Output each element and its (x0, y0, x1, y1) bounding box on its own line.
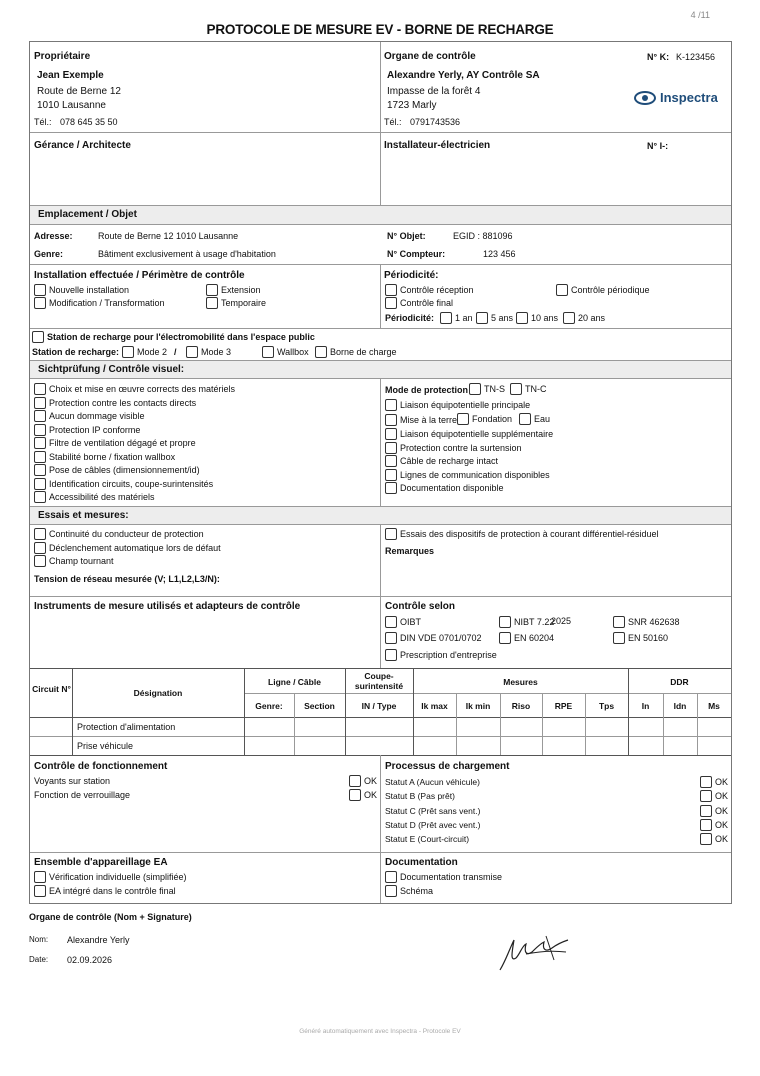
earthing-checkbox[interactable] (385, 414, 457, 426)
owner-city: 1010 Lausanne (37, 100, 106, 111)
snr-checkbox[interactable] (613, 616, 680, 628)
control-per-heading: Contrôle selon (385, 601, 456, 612)
visual-right-label: Documentation disponible (400, 483, 504, 493)
handwritten-signature (496, 930, 572, 974)
col-in-type: IN / Type (361, 701, 397, 711)
footer-note: Généré automatiquement avec Inspectra - Protocole EV (299, 1028, 461, 1035)
address-value: Route de Berne 12 1010 Lausanne (98, 231, 239, 241)
charging-status-item: Statut A (Aucun véhicule) (385, 777, 480, 787)
installation-heading: Installation effectuée / Périmètre de contrôle (34, 270, 245, 281)
period-10-checkbox[interactable] (516, 312, 558, 324)
company-prescription-label: Prescription d'entreprise (400, 650, 497, 660)
owner-heading: Propriétaire (34, 51, 91, 62)
station-label: Station de recharge: (32, 347, 120, 357)
charging-status-item: Statut D (Prêt avec vent.) (385, 819, 481, 830)
nk-label: N° K: (647, 52, 670, 62)
visual-check-5-checkbox[interactable] (34, 451, 175, 463)
wallbox-checkbox[interactable] (262, 346, 309, 358)
col-designation: Désignation (133, 688, 183, 698)
col-tps: Tps (598, 701, 615, 711)
periodic-control-label: Contrôle périodique (571, 285, 650, 295)
charging-status-item: Statut C (Prêt sans vent.) (385, 805, 481, 816)
visual-right-4-checkbox[interactable] (385, 482, 504, 494)
en50160-label: EN 50160 (628, 633, 669, 643)
charging-ok-3-checkbox[interactable] (700, 819, 728, 831)
visual-check-label: Pose de câbles (dimensionnement/id) (49, 465, 200, 475)
col-genre: Genre: (255, 701, 283, 711)
col-idn: Idn (673, 701, 687, 711)
test-2-checkbox[interactable] (34, 555, 114, 567)
foundation-label: Fondation (472, 414, 513, 424)
visual-check-label: Choix et mise en œuvre corrects des matériels (49, 384, 236, 394)
ok-label: OK (364, 776, 378, 786)
period-10-label: 10 ans (531, 313, 559, 323)
visual-check-8-checkbox[interactable] (34, 491, 155, 503)
tns-checkbox[interactable] (469, 383, 505, 395)
charging-ok-4-checkbox[interactable] (700, 833, 728, 845)
public-station-checkbox[interactable] (32, 331, 315, 343)
en60204-checkbox[interactable] (499, 632, 554, 644)
table-row: Prise véhicule (77, 741, 134, 751)
location-heading: Emplacement / Objet (38, 209, 137, 220)
control-org-heading: Organe de contrôle (384, 51, 476, 62)
final-control-checkbox[interactable] (385, 297, 453, 309)
address-label: Adresse: (34, 231, 73, 241)
ok-label: OK (715, 819, 729, 830)
charging-ok-0-checkbox[interactable] (700, 776, 728, 788)
ea-individual-checkbox[interactable] (34, 871, 187, 883)
final-control-label: Contrôle final (400, 298, 454, 308)
nk-value: K-123456 (676, 52, 716, 62)
control-org-name: Alexandre Yerly, AY Contrôle SA (387, 70, 540, 81)
earthing-label: Mise à la terre (400, 415, 458, 425)
water-label: Eau (534, 414, 551, 424)
page-title: PROTOCOLE DE MESURE EV - BORNE DE RECHARGE (206, 22, 554, 37)
function-item: Fonction de verrouillage (34, 790, 131, 800)
function-ok-0-checkbox[interactable] (349, 775, 377, 787)
period-5-label: 5 ans (491, 313, 514, 323)
test-label: Champ tournant (49, 556, 114, 566)
tests-heading: Essais et mesures: (38, 510, 129, 521)
temporary-label: Temporaire (221, 298, 267, 308)
col-in: In (641, 701, 650, 711)
visual-right-0-checkbox[interactable] (385, 428, 553, 440)
visual-check-0-checkbox[interactable] (34, 383, 235, 395)
mode2-label: Mode 2 (137, 347, 168, 357)
periodicity-label: Périodicité: (385, 313, 435, 323)
control-org-tel-label: Tél.: (384, 117, 402, 127)
col-rpe: RPE (554, 701, 573, 711)
col-section: Section (304, 701, 335, 711)
new-installation-checkbox[interactable] (34, 284, 129, 296)
modification-checkbox[interactable] (34, 297, 165, 309)
visual-check-1-checkbox[interactable] (34, 397, 196, 409)
period-20-label: 20 ans (578, 313, 606, 323)
charging-status-item: Statut B (Pas prêt) (385, 791, 455, 802)
schema-label: Schéma (400, 886, 434, 896)
reception-control-checkbox[interactable] (385, 284, 474, 296)
protection-mode-label: Mode de protection (385, 385, 468, 395)
test-1-checkbox[interactable] (34, 542, 221, 554)
charging-heading: Processus de chargement (385, 761, 510, 772)
signature-name: Alexandre Yerly (67, 935, 130, 945)
col-ligne: Ligne / Câble (268, 677, 321, 687)
test-label: Déclenchement automatique lors de défaut (49, 542, 221, 553)
oibt-checkbox[interactable] (385, 616, 421, 628)
installer-heading: Installateur-électricien (384, 140, 491, 151)
visual-check-label: Filtre de ventilation dégagé et propre (49, 438, 196, 448)
voltage-label: Tension de réseau mesurée (V; L1,L2,L3/N): (34, 574, 220, 584)
public-station-label: Station de recharge pour l'électromobilité dans l'espace public (47, 332, 315, 342)
period-1-label: 1 an (455, 313, 473, 323)
owner-street: Route de Berne 12 (37, 86, 121, 97)
periodicity-heading: Périodicité: (384, 270, 439, 281)
signature-date: 02.09.2026 (67, 955, 113, 965)
oibt-label: OIBT (400, 617, 422, 627)
owner-tel: 078 645 35 50 (60, 117, 118, 127)
visual-right-2-checkbox[interactable] (385, 455, 498, 467)
signature-heading: Organe de contrôle (Nom + Signature) (29, 912, 192, 922)
doc-transmitted-checkbox[interactable] (385, 871, 502, 883)
test-label: Continuité du conducteur de protection (49, 529, 204, 539)
signature-date-label: Date: (29, 955, 49, 964)
visual-check-label: Stabilité borne / fixation wallbox (49, 451, 176, 462)
charging-post-label: Borne de charge (330, 347, 397, 357)
col-ikmin: Ik min (465, 701, 491, 711)
ni-label: N° I-: (647, 141, 669, 151)
visual-heading: Sichtprüfung / Contrôle visuel: (38, 364, 185, 375)
signature-name-label: Nom: (29, 935, 49, 944)
rcd-test-label: Essais des dispositifs de protection à courant différentiel-résiduel (400, 529, 659, 539)
nibt-checkbox[interactable] (499, 616, 554, 628)
col-circuit: Circuit N° (32, 684, 71, 694)
control-org-street: Impasse de la forêt 4 (387, 86, 481, 97)
counter-value: 123 456 (483, 249, 516, 259)
owner-name: Jean Exemple (37, 70, 104, 81)
visual-check-label: Protection contre les contacts directs (49, 397, 197, 408)
extension-checkbox[interactable] (206, 284, 261, 296)
new-installation-label: Nouvelle installation (49, 285, 130, 295)
rcd-test-checkbox[interactable] (385, 528, 658, 540)
din-checkbox[interactable] (385, 632, 482, 644)
documentation-heading: Documentation (385, 857, 458, 868)
ea-integrated-label: EA intégré dans le contrôle final (49, 886, 176, 896)
company-prescription-checkbox[interactable] (385, 649, 497, 661)
visual-right-3-checkbox[interactable] (385, 469, 550, 481)
visual-right-label: Liaison équipotentielle supplémentaire (400, 429, 554, 439)
periodic-control-checkbox[interactable] (556, 284, 650, 296)
visual-check-6-checkbox[interactable] (34, 464, 200, 476)
mode3-label: Mode 3 (201, 347, 232, 357)
en60204-label: EN 60204 (514, 633, 555, 643)
object-label: N° Objet: (387, 231, 426, 241)
nibt-label: NIBT 7.22 (514, 617, 555, 627)
visual-check-7-checkbox[interactable] (34, 478, 213, 490)
function-heading: Contrôle de fonctionnement (34, 761, 168, 772)
logo-text: Inspectra (660, 90, 718, 105)
tnc-label: TN-C (525, 384, 547, 394)
col-mesures: Mesures (503, 677, 538, 687)
ok-label: OK (715, 791, 729, 802)
visual-check-2-checkbox[interactable] (34, 410, 145, 422)
charging-ok-1-checkbox[interactable] (700, 790, 728, 802)
visual-right-label: Lignes de communication disponibles (400, 469, 550, 480)
management-heading: Gérance / Architecte (34, 140, 131, 151)
visual-check-label: Aucun dommage visible (49, 411, 145, 421)
visual-right-label: Protection contre la surtension (400, 442, 522, 453)
col-ms: Ms (708, 701, 720, 711)
visual-right-1-checkbox[interactable] (385, 442, 522, 454)
col-ddr: DDR (670, 677, 689, 687)
counter-label: N° Compteur: (387, 249, 446, 259)
control-org-city: 1723 Marly (387, 100, 437, 111)
ea-integrated-checkbox[interactable] (34, 885, 176, 897)
page-number: 4 /11 (690, 10, 710, 20)
period-1-checkbox[interactable] (440, 312, 473, 324)
mode-separator: / (174, 347, 177, 357)
snr-label: SNR 462638 (628, 617, 680, 627)
period-20-checkbox[interactable] (563, 312, 605, 324)
main-bonding-checkbox[interactable] (385, 399, 530, 411)
charging-status-item: Statut E (Court-circuit) (385, 834, 470, 845)
col-coupe: Coupe-surintensité (354, 671, 404, 691)
remarks-label: Remarques (385, 546, 435, 556)
visual-right-label: Câble de recharge intact (400, 456, 499, 466)
foundation-checkbox[interactable] (457, 413, 512, 425)
ok-label: OK (715, 834, 729, 845)
period-5-checkbox[interactable] (476, 312, 513, 324)
ea-heading: Ensemble d'appareillage EA (34, 857, 168, 868)
genre-value: Bâtiment exclusivement à usage d'habitation (98, 249, 276, 259)
visual-check-label: Identification circuits, coupe-surintensités (49, 478, 214, 489)
eye-logo-icon (634, 91, 656, 105)
ok-label: OK (715, 805, 729, 816)
modification-label: Modification / Transformation (49, 298, 165, 308)
object-value: EGID : 881096 (453, 231, 513, 241)
genre-label: Genre: (34, 249, 64, 259)
col-ikmax: Ik max (421, 701, 448, 711)
din-label: DIN VDE 0701/0702 (400, 633, 482, 643)
ea-individual-label: Vérification individuelle (simplifiée) (49, 872, 187, 882)
test-0-checkbox[interactable] (34, 528, 204, 540)
mode3-checkbox[interactable] (186, 346, 231, 358)
visual-check-label: Protection IP conforme (49, 424, 141, 435)
visual-check-label: Accessibilité des matériels (49, 492, 155, 502)
charging-ok-2-checkbox[interactable] (700, 805, 728, 817)
tns-label: TN-S (484, 384, 505, 394)
function-item: Voyants sur station (34, 776, 111, 786)
charging-post-checkbox[interactable] (315, 346, 397, 358)
inspectra-logo (634, 90, 718, 105)
ok-label: OK (715, 777, 729, 787)
tnc-checkbox[interactable] (510, 383, 547, 395)
visual-check-3-checkbox[interactable] (34, 424, 140, 436)
reception-control-label: Contrôle réception (400, 285, 474, 295)
mode2-checkbox[interactable] (122, 346, 167, 358)
instruments-heading: Instruments de mesure utilisés et adapteurs de contrôle (34, 601, 301, 612)
owner-tel-label: Tél.: (34, 117, 52, 127)
ok-label: OK (364, 790, 378, 800)
col-riso: Riso (511, 701, 531, 711)
control-org-tel: 0791743536 (410, 117, 461, 127)
visual-check-4-checkbox[interactable] (34, 437, 196, 449)
extension-label: Extension (221, 285, 261, 295)
water-checkbox[interactable] (519, 413, 550, 425)
wallbox-label: Wallbox (277, 347, 309, 357)
table-row: Protection d'alimentation (77, 722, 176, 732)
en50160-checkbox[interactable] (613, 632, 668, 644)
main-bonding-label: Liaison équipotentielle principale (400, 400, 531, 410)
function-ok-1-checkbox[interactable] (349, 789, 377, 801)
doc-transmitted-label: Documentation transmise (400, 872, 503, 882)
temporary-checkbox[interactable] (206, 297, 266, 309)
schema-checkbox[interactable] (385, 885, 433, 897)
nibt-year: 2025 (551, 616, 572, 626)
